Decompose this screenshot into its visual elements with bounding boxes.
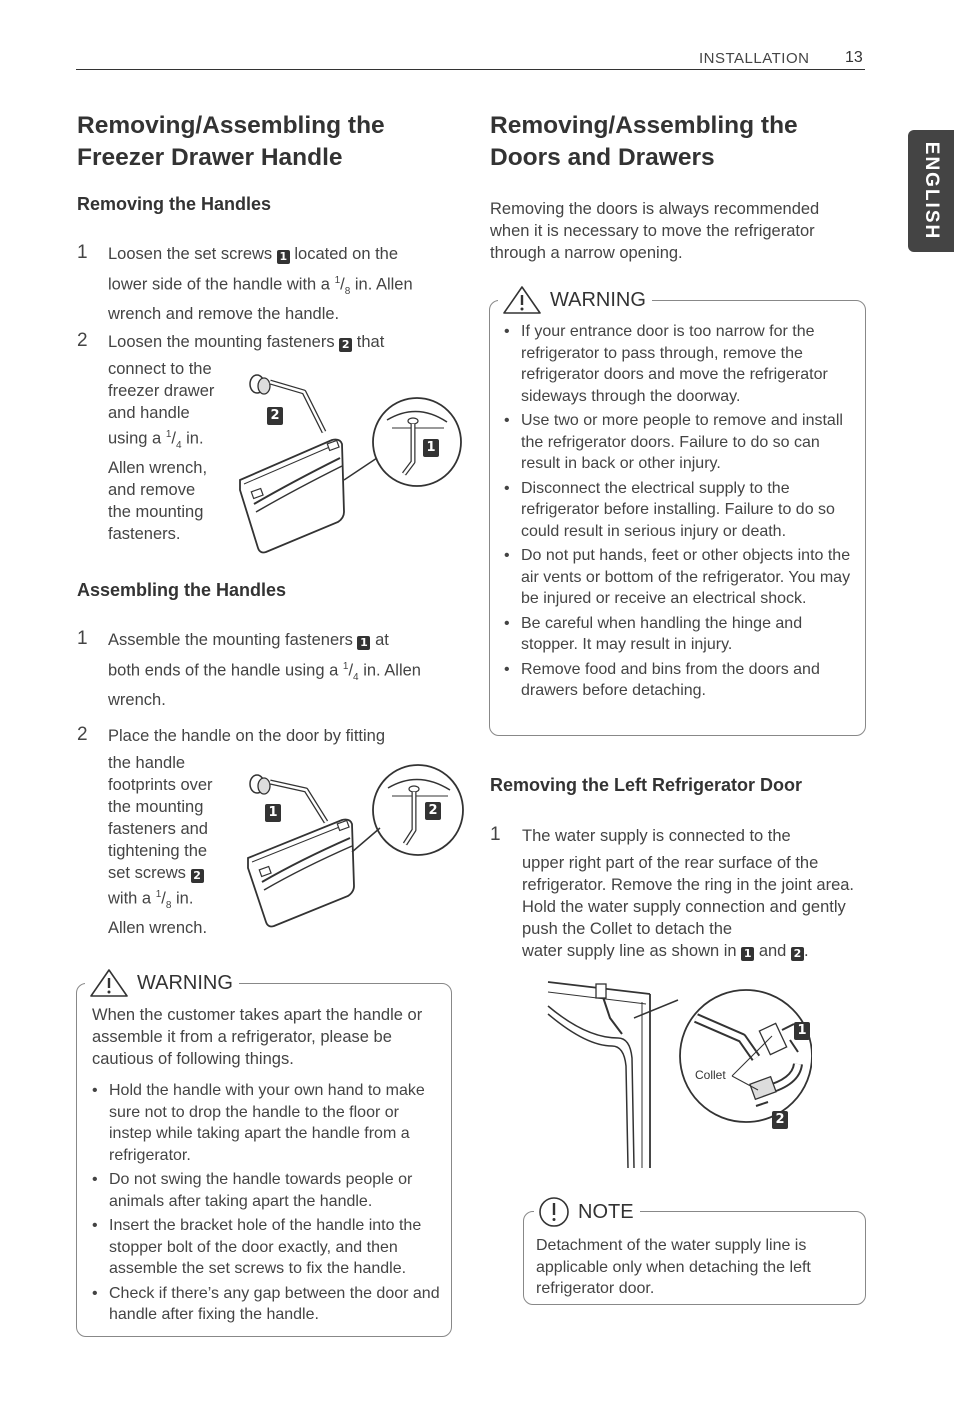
step-text: The water supply is connected to the: [522, 827, 791, 845]
warning-list: [504, 321, 856, 705]
figure-callout-badge: 1: [265, 804, 281, 822]
fraction-numerator: 1: [334, 275, 341, 286]
list-item: • Remove food and bins from the doors and drawers before detaching.: [504, 659, 856, 702]
step-text: Allen wrench,: [108, 458, 208, 477]
step-number: 2: [77, 330, 88, 351]
note-exclamation-icon: [538, 1196, 570, 1228]
step-text: in. Allen: [354, 275, 413, 294]
callout-badge: 1: [357, 636, 370, 650]
figure-callout-badge: 2: [267, 407, 283, 425]
list-item: • Do not put hands, feet or other objects into the air vents or bottom of the refrigerator. You may be injured or receive an electrical shock.: [504, 545, 856, 610]
left-section-title: Removing/Assembling the Freezer Drawer Handle: [77, 112, 385, 171]
step-text: the handle: [108, 754, 186, 772]
fraction-numerator: 1: [155, 889, 162, 900]
step-text: fasteners and: [108, 820, 208, 838]
handle-removal-illustration: [232, 362, 462, 554]
list-item: • Do not swing the handle towards people or animals after taking apart the handle.: [92, 1169, 444, 1212]
assembling-step-1: Assemble the mounting fasteners 1 at both ends of the handle using a $^1/_4$ in. Allen wrench.: [108, 629, 458, 711]
step-text: fasteners.: [108, 524, 181, 543]
header-section: INSTALLATION: [699, 50, 810, 67]
step-text: the mounting: [108, 798, 204, 816]
step-text: Loosen the set screws: [108, 245, 273, 263]
step-text: and: [758, 942, 787, 960]
step-text: set screws: [108, 864, 186, 882]
callout-badge: 1: [277, 250, 290, 264]
list-item: • Insert the bracket hole of the handle into the stopper bolt of the door exactly, and then assemble the set screws to fix the handle.: [92, 1215, 444, 1280]
figure-callout-badge: 1: [794, 1022, 810, 1040]
collet-label: Collet: [695, 1068, 726, 1082]
list-item: • Disconnect the electrical supply to the refrigerator before installing. Failure to do so could result in serious injury or death.: [504, 478, 856, 543]
handle-assembly-illustration: [234, 754, 464, 934]
warning-list: [92, 1080, 444, 1329]
step-text: lower side of the handle with a: [108, 275, 330, 294]
step-text: both ends of the handle using a: [108, 661, 339, 680]
step-text: upper right part of the rear surface of the refrigerator. Remove the ring in the joint area. Hold the water supply connection and gently push the Collet to detach the: [522, 854, 855, 938]
list-item: • Be careful when handling the hinge and stopper. It may result in injury.: [504, 613, 856, 656]
step-text: and handle: [108, 404, 190, 422]
note-title-text: NOTE: [578, 1200, 634, 1223]
callout-badge: 2: [339, 338, 352, 352]
step-text: freezer drawer: [108, 382, 215, 400]
step-text: the mounting: [108, 502, 204, 521]
language-tab-label: ENGLISH: [921, 141, 942, 241]
note-text: Detachment of the water supply line is applicable only when detaching the left refrigerator door.: [536, 1237, 811, 1297]
step-text: with a: [108, 889, 152, 908]
step-number: 1: [77, 628, 88, 649]
language-tab: [908, 130, 954, 252]
step-text: Place the handle on the door by fitting: [108, 727, 386, 745]
doors-intro: Removing the doors is always recommended when it is necessary to move the refrigerator through a narrow opening.: [490, 200, 820, 262]
fraction-numerator: 1: [342, 661, 349, 672]
left-door-heading: Removing the Left Refrigerator Door: [490, 775, 803, 795]
list-item: • Hold the handle with your own hand to make sure not to drop the handle to the floor or instep while taking apart the handle from a refrigerator.: [92, 1080, 444, 1166]
removing-handles-heading: Removing the Handles: [77, 194, 272, 214]
step-text: in. Allen: [363, 661, 421, 680]
fraction-denominator: 8: [344, 285, 351, 297]
right-section-title: Removing/Assembling the Doors and Drawers: [490, 112, 798, 171]
step-text: located on the: [294, 245, 399, 263]
figure-callout-badge: 2: [772, 1111, 788, 1129]
warning-triangle-icon: [89, 968, 129, 998]
step-text: in.: [186, 429, 204, 448]
warning-title-text: WARNING: [137, 971, 233, 994]
removing-step-1: Loosen the set screws 1 located on the lower side of the handle with a $^1/_8$ in. Allen wrench and remove the handle.: [108, 245, 413, 323]
step-text: wrench.: [108, 690, 166, 709]
assembling-step-2: Place the handle on the door by fitting the handle footprints over the mounting fasteners and tightening the set screws 2 with a $^1/_8$ in. Allen wrench.: [108, 725, 438, 939]
step-text: footprints over: [108, 776, 213, 794]
page-number: 13: [845, 49, 863, 66]
list-item: • If your entrance door is too narrow for the refrigerator to pass through, remove the refrigerator doors and move the refrigerator sideways through the doorway.: [504, 321, 856, 407]
warning-intro: When the customer takes apart the handle or assemble it from a refrigerator, please be cautious of following things.: [92, 1006, 423, 1068]
note-box: [523, 1200, 866, 1305]
step-text: wrench and remove the handle.: [108, 304, 340, 323]
step-text: that: [356, 333, 385, 351]
step-text: at: [375, 631, 389, 649]
figure-callout-badge: 1: [423, 439, 439, 457]
warning-title: [85, 968, 239, 998]
warning-triangle-icon: [502, 285, 542, 315]
assembling-handles-heading: Assembling the Handles: [77, 580, 287, 600]
water-supply-illustration: [546, 978, 812, 1170]
fraction-denominator: 8: [165, 899, 172, 911]
step-text: tightening the: [108, 842, 208, 860]
step-number: 2: [77, 724, 88, 745]
step-text: and remove: [108, 480, 196, 499]
handle-warning-box: [76, 971, 452, 1337]
header-divider: [76, 69, 865, 70]
step-number: 1: [490, 824, 501, 845]
list-item: • Check if there’s any gap between the door and handle after fixing the handle.: [92, 1283, 444, 1326]
step-text: water supply line as shown in: [522, 942, 737, 960]
warning-title: [498, 285, 652, 315]
callout-badge: 1: [741, 947, 754, 961]
list-item: • Use two or more people to remove and install the refrigerator doors. Failure to do so can result in back or other injury.: [504, 410, 856, 475]
step-number: 1: [77, 242, 88, 263]
note-title: [534, 1196, 640, 1228]
step-text: using a: [108, 429, 162, 448]
step-text: Assemble the mounting fasteners: [108, 631, 353, 649]
step-text: in.: [176, 889, 194, 908]
step-text: Allen wrench.: [108, 918, 208, 937]
left-door-step-1: [522, 825, 856, 962]
fraction-denominator: 4: [175, 439, 182, 451]
fraction-denominator: 4: [353, 671, 359, 683]
step-text: .: [803, 942, 809, 960]
warning-title-text: WARNING: [550, 288, 646, 311]
fraction-numerator: 1: [165, 429, 172, 440]
step-text: connect to the: [108, 360, 212, 378]
step-text: Loosen the mounting fasteners: [108, 333, 335, 351]
doors-warning-box: [489, 288, 866, 736]
callout-badge: 2: [791, 947, 804, 961]
callout-badge: 2: [191, 869, 204, 883]
figure-callout-badge: 2: [425, 802, 441, 820]
removing-step-2: Loosen the mounting fasteners 2 that connect to the freezer drawer and handle using a $^1/_4$ in. Allen wrench, and remove the mounting fasteners.: [108, 331, 438, 545]
